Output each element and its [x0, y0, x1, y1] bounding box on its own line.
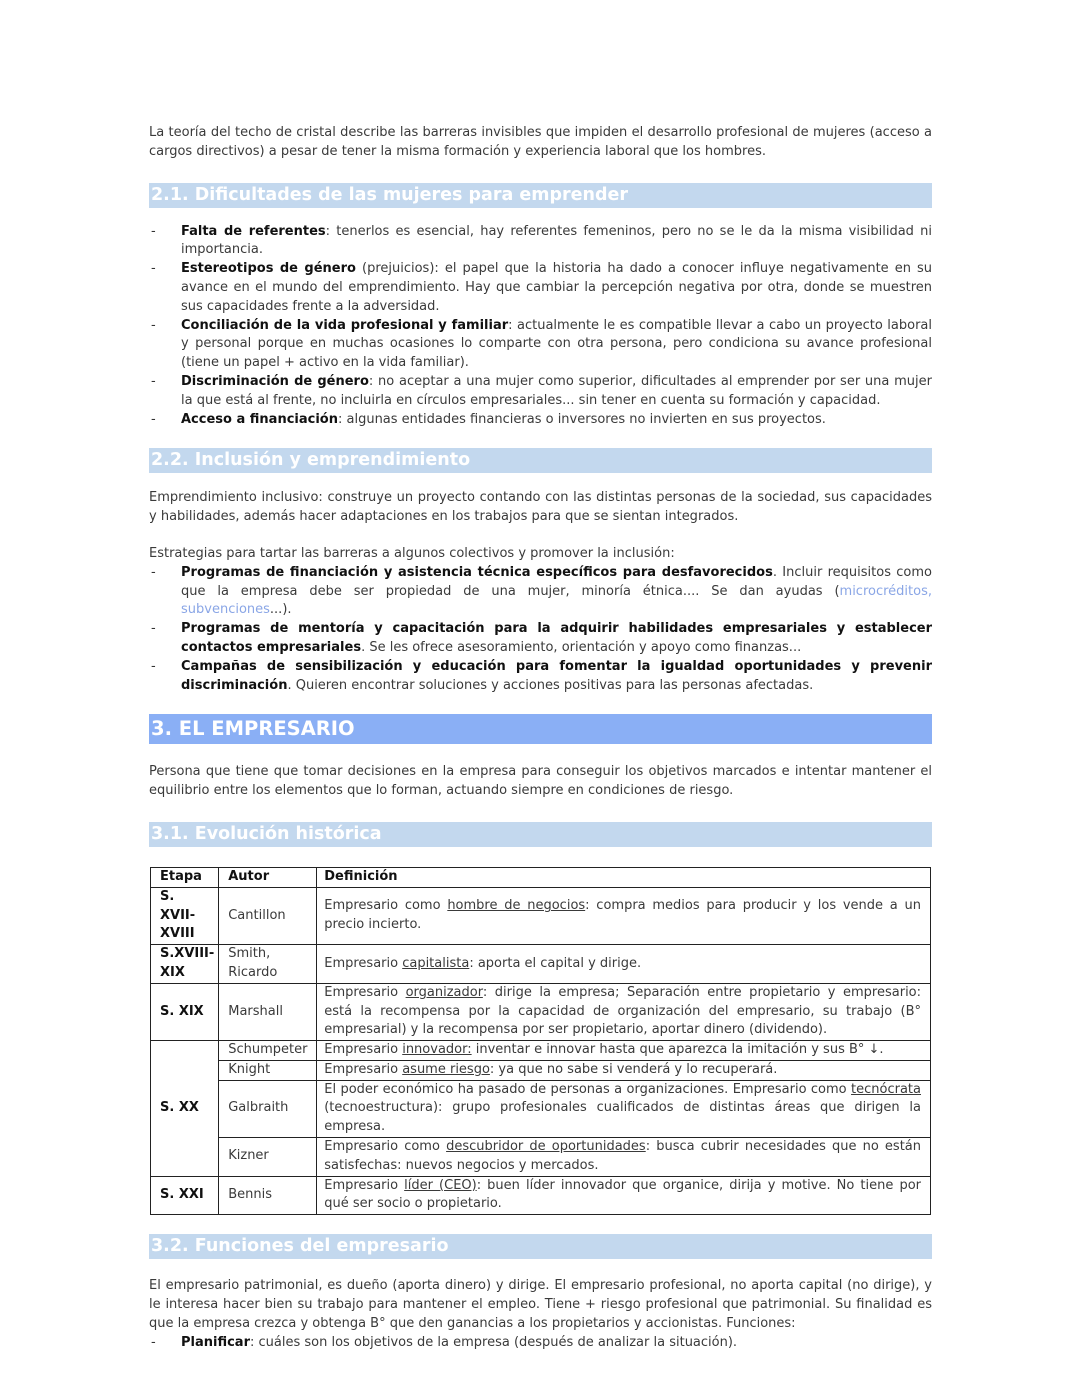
- list-item: - Falta de referentes: tenerlos es esencial, hay referentes femeninos, pero no se le da la misma visibilidad ni importancia.: [149, 223, 932, 261]
- document-page: [149, 124, 932, 1352]
- section-3-1-heading: 3.1. Evolución histórica: [149, 822, 932, 847]
- table-row: S. XX Schumpeter Empresario innovador: inventar e innovar hasta que aparezca la imitación y sus B° ↓.: [151, 1041, 931, 1061]
- table-row: Kizner Empresario como descubridor de oportunidades: busca cubrir necesidades que no están satisfechas: nuevos negocios y mercados.: [151, 1138, 931, 1177]
- strategies-list: [149, 564, 932, 696]
- subsidies-link[interactable]: microcréditos, subvenciones: [181, 583, 932, 618]
- table-row: Galbraith El poder económico ha pasado de personas a organizaciones. Empresario como tecnócrata (tecnoestructura): grupo profesionales cualificados de distintas áreas que dirigen la empresa.: [151, 1080, 931, 1137]
- table-row: S. XXI Bennis Empresario líder (CEO): buen líder innovador que organice, dirija y motive. No tiene por qué ser socio o propietario.: [151, 1176, 931, 1215]
- section-2-1-heading: 2.1. Dificultades de las mujeres para emprender: [149, 183, 932, 208]
- header-definicion: Definición: [317, 867, 931, 887]
- table-row: S. XIX Marshall Empresario organizador: dirige la empresa; Separación entre propietario y empresario: está la recompensa por la capacidad de organización del empresario, su trabajo (B° empresarial) y la recompensa por ser propietario, aportar dinero (dividendo).: [151, 983, 931, 1040]
- table-row: Knight Empresario asume riesgo: ya que no sabe si venderá y lo recuperará.: [151, 1060, 931, 1080]
- list-item: - Conciliación de la vida profesional y familiar: actualmente le es compatible llevar a cabo un proyecto laboral y personal porque en muchas ocasiones lo comparte con otra persona, pero condiciona su avance profesional (tiene un papel + activo en la vida familiar).: [149, 317, 932, 373]
- section-3-2-heading: 3.2. Funciones del empresario: [149, 1234, 932, 1259]
- list-item: - Programas de mentoría y capacitación para la adquirir habilidades empresariales y establecer contactos empresariales. Se les ofrece asesoramiento, orientación y apoyo como finanzas...: [149, 620, 932, 658]
- list-item: - Campañas de sensibilización y educación para fomentar la igualdad oportunidades y prevenir discriminación. Quieren encontrar soluciones y acciones positivas para las personas afectadas.: [149, 658, 932, 696]
- list-item: - Planificar: cuáles son los objetivos de la empresa (después de analizar la situación).: [149, 1334, 932, 1353]
- list-item: - Acceso a financiación: algunas entidades financieras o inversores no invierten en sus proyectos.: [149, 411, 932, 430]
- list-item: - Programas de financiación y asistencia técnica específicos para desfavorecidos. Incluir requisitos como que la empresa debe ser propiedad de una mujer, minoría étnica.... Se dan ayudas (microcréditos, subvenciones...).: [149, 564, 932, 620]
- inclusive-paragraph: Emprendimiento inclusivo: construye un proyecto contando con las distintas personas de la sociedad, sus capacidades y habilidades, además hacer adaptaciones en los trabajos para que se sientan integrados.: [149, 490, 932, 525]
- functions-list: [149, 1334, 932, 1353]
- header-autor: Autor: [219, 867, 317, 887]
- strategies-intro: Estrategias para tartar las barreras a algunos colectivos y promover la inclusión:: [149, 545, 675, 561]
- intro-paragraph: La teoría del techo de cristal describe las barreras invisibles que impiden el desarrollo profesional de mujeres (acceso a cargos directivos) a pesar de tener la misma formación y experiencia laboral que los hombres.: [149, 125, 932, 159]
- table-row: S. XVII-XVIII Cantillon Empresario como hombre de negocios: compra medios para producir y los vende a un precio incierto.: [151, 887, 931, 944]
- table-header-row: [151, 867, 931, 887]
- entrepreneur-definition: Persona que tiene que tomar decisiones en la empresa para conseguir los objetivos marcados e intentar mantener el equilibrio entre los elementos que lo forman, actuando siempre en condiciones de riesgo.: [149, 764, 932, 799]
- section-3-heading: 3. EL EMPRESARIO: [149, 714, 932, 744]
- difficulties-list: [149, 223, 932, 430]
- table-row: S.XVIII-XIX Smith, Ricardo Empresario capitalista: aporta el capital y dirige.: [151, 945, 931, 984]
- list-item: - Discriminación de género: no aceptar a una mujer como superior, dificultades al emprender por ser una mujer la que está al frente, no incluirla en círculos empresariales... sin tener en cuenta su formación y capacidad.: [149, 373, 932, 411]
- functions-paragraph: El empresario patrimonial, es dueño (aporta dinero) y dirige. El empresario profesional, no aporta capital (no dirige), y le interesa hacer bien su trabajo para mantener el empleo. Tiene + riesgo profesional que patrimonial. Su finalidad es que la empresa crezca y obtenga B° que den ganancias a los propietarios y accionistas. Funciones:: [149, 1278, 932, 1331]
- section-2-2-heading: 2.2. Inclusión y emprendimiento: [149, 448, 932, 473]
- list-item: - Estereotipos de género (prejuicios): el papel que la historia ha dado a conocer influye negativamente en su avance en el mundo del emprendimiento. Hay que cambiar la percepción negativa por otra, donde se muestren sus capacidades frente a la adversidad.: [149, 260, 932, 316]
- history-table: [150, 867, 931, 1215]
- header-etapa: Etapa: [151, 867, 219, 887]
